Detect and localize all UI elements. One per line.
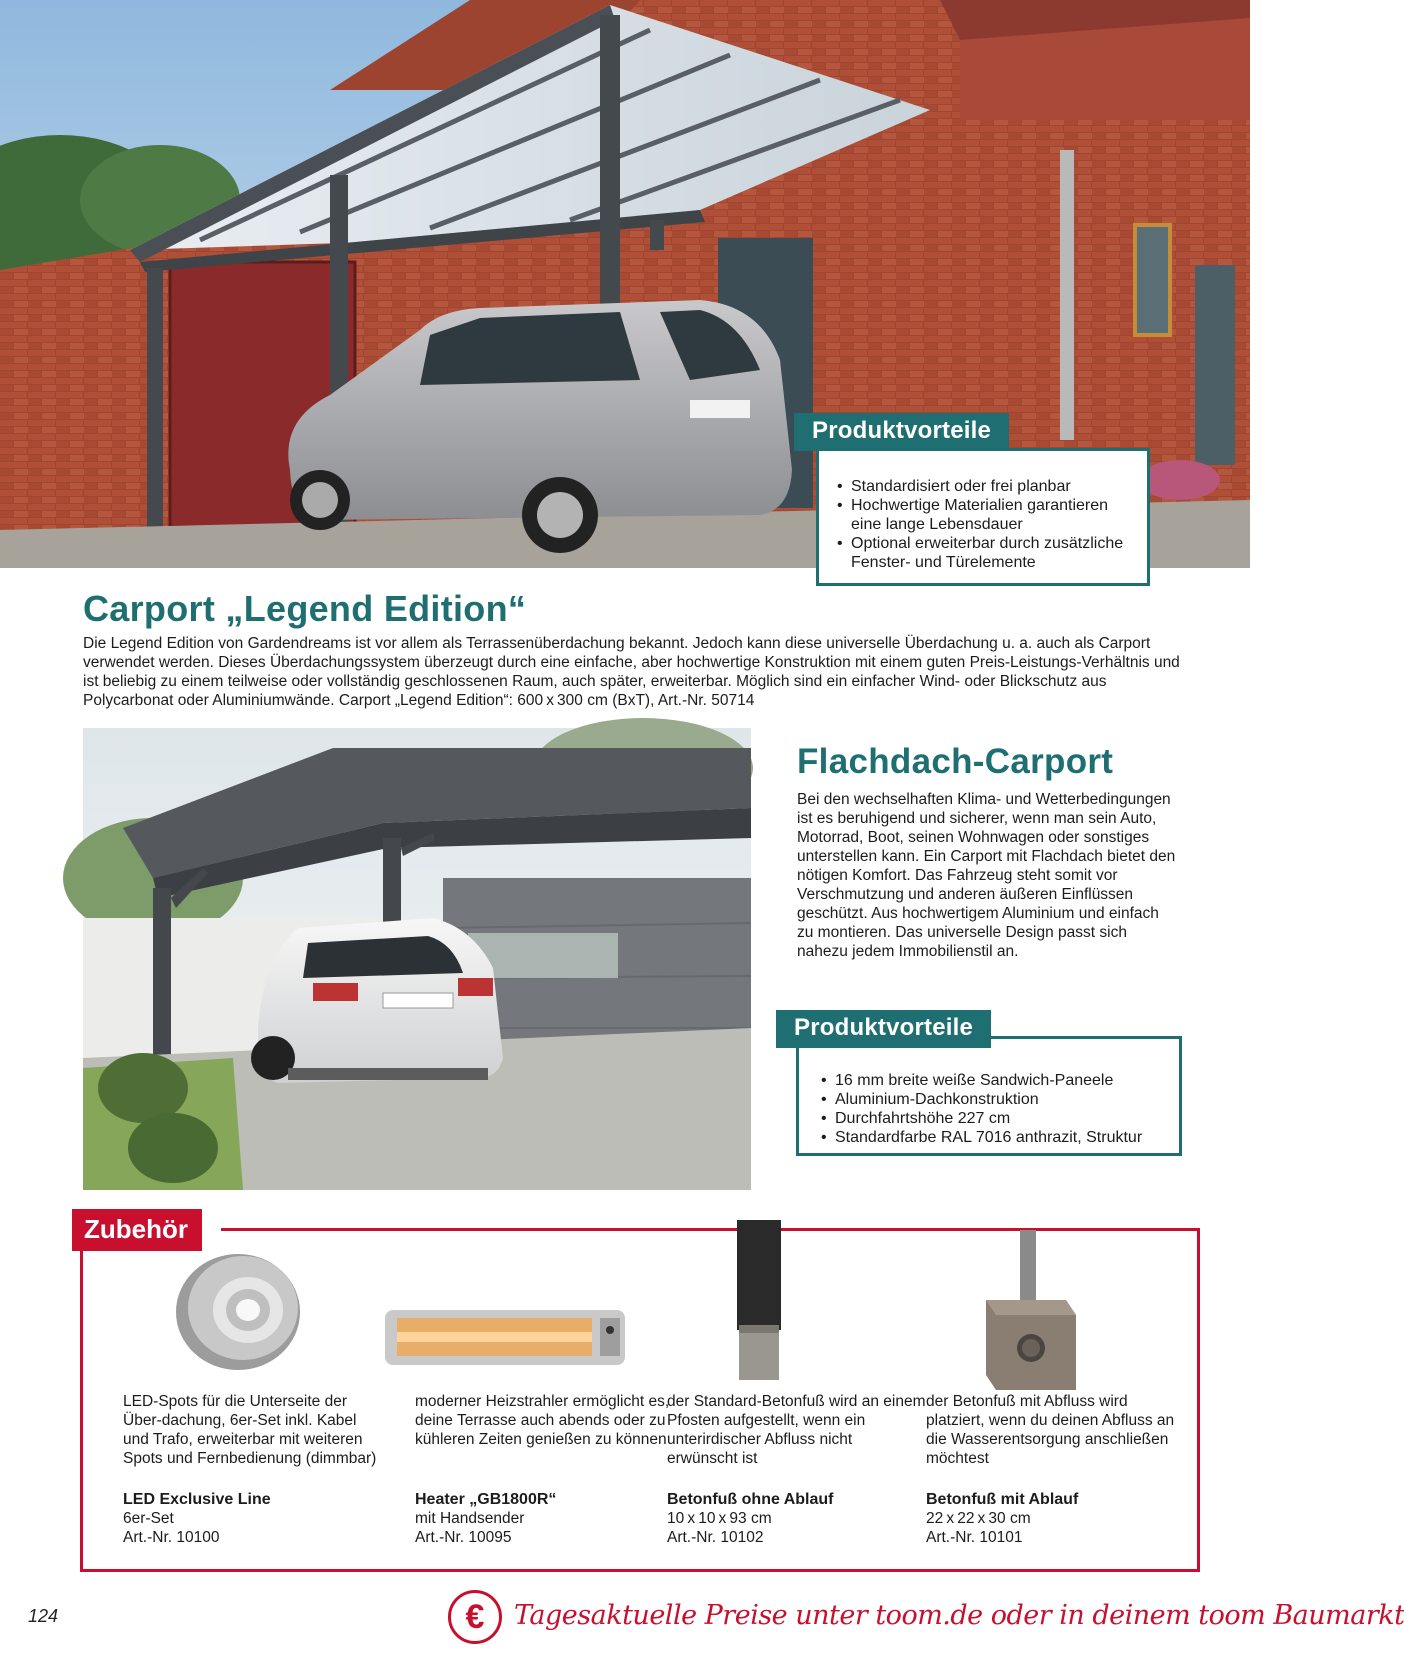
- accessory-variant: mit Handsender: [415, 1510, 525, 1527]
- flat-roof-carport-photo: [83, 728, 751, 1190]
- euro-icon: €: [448, 1590, 502, 1644]
- accessory-article-number: Art.-Nr. 10101: [926, 1529, 1023, 1546]
- accessory-led-spots: [123, 1240, 377, 1546]
- accessory-concrete-base-no-drain: [667, 1240, 926, 1546]
- led-spot-image: [123, 1240, 373, 1390]
- advantages-label-flat-roof: Produktvorteile: [776, 1010, 991, 1048]
- legend-edition-title: Carport „Legend Edition“: [83, 588, 527, 629]
- list-item: • Standardfarbe RAL 7016 anthrazit, Struktur: [821, 1128, 1169, 1147]
- list-item: • Standardisiert oder frei planbar: [837, 477, 1135, 496]
- promo-text: Tagesaktuelle Preise unter toom.de oder in deinem toom Baumarkt: [514, 1600, 1404, 1631]
- flat-roof-carport-title: Flachdach-Carport: [797, 742, 1114, 781]
- accessory-description: der Standard-Betonfuß wird an einem Pfosten aufgestellt, wenn ein unterirdischer Abfluss nicht erwünscht ist: [667, 1393, 926, 1467]
- accessory-name: Betonfuß ohne Ablauf: [667, 1491, 834, 1508]
- accessory-concrete-base-with-drain: [926, 1240, 1176, 1546]
- list-item: • Durchfahrtshöhe 227 cm: [821, 1109, 1169, 1128]
- product-advantages-box-flat-roof: [796, 1036, 1182, 1156]
- accessories-label: Zubehör: [72, 1209, 202, 1251]
- accessory-name: Betonfuß mit Ablauf: [926, 1491, 1079, 1508]
- accessory-description: der Betonfuß mit Abfluss wird platziert, wenn du deinen Abfluss an die Wasserentsorgung anschließen möchtest: [926, 1393, 1175, 1467]
- advantages-label-legend: Produktvorteile: [794, 413, 1009, 451]
- accessory-variant: 6er-Set: [123, 1510, 174, 1527]
- list-item: • Optional erweiterbar durch zusätzliche Fenster- und Türelemente: [837, 534, 1135, 572]
- list-item: • 16 mm breite weiße Sandwich-Paneele: [821, 1071, 1169, 1090]
- product-advantages-box-legend: [816, 448, 1150, 586]
- accessory-variant: 22 x 22 x 30 cm: [926, 1510, 1031, 1527]
- accessory-variant: 10 x 10 x 93 cm: [667, 1510, 772, 1527]
- accessory-article-number: Art.-Nr. 10100: [123, 1529, 220, 1546]
- page-number: 124: [28, 1606, 59, 1626]
- accessory-article-number: Art.-Nr. 10102: [667, 1529, 764, 1546]
- advantages-list-flat-roof: [821, 1071, 1169, 1147]
- flat-roof-carport-description: Bei den wechselhaften Klima- und Wetterbedingungen ist es beruhigend und sicherer, wenn man sein Auto, Motorrad, Boot, seinen Wohnwagen oder sonstiges unterstellen kann. Ein Carport mit Flachdach bietet den nötigen Komfort. Das Fahrzeug steht somit vor Verschmutzung und anderen äußeren Einflüssen geschützt. Aus hochwertigem Aluminium und einfach zu montieren. Das universelle Design passt sich nahezu jedem Immobilienstil an.: [797, 791, 1176, 960]
- price-promo-banner[interactable]: [448, 1588, 1404, 1648]
- accessory-name: LED Exclusive Line: [123, 1491, 271, 1508]
- concrete-base-drain-image: [926, 1240, 1176, 1390]
- accessory-heater: [415, 1240, 670, 1546]
- accessory-article-number: Art.-Nr. 10095: [415, 1529, 512, 1546]
- accessory-description: LED-Spots für die Unterseite der Über-dachung, 6er-Set inkl. Kabel und Trafo, erweiterbar mit weiteren Spots und Fernbedienung (dimmbar): [123, 1393, 377, 1467]
- list-item: • Aluminium-Dachkonstruktion: [821, 1090, 1169, 1109]
- heater-image: [415, 1240, 665, 1390]
- accessory-description: moderner Heizstrahler ermöglicht es, deine Terrasse auch abends oder zu kühleren Zeiten genießen zu können: [415, 1393, 670, 1448]
- concrete-base-post-image: [667, 1240, 917, 1390]
- legend-edition-description: Die Legend Edition von Gardendreams ist vor allem als Terrassenüberdachung bekannt. Jedoch kann diese universelle Überdachung u. a. auch als Carport verwendet werden. Dieses Überdachungssystem überzeugt durch eine einfache, aber hochwertige Konstruktion mit einem guten Preis-Leistungs-Verhältnis und ist beliebig zu einem teilweise oder vollständig geschlossenen Raum, auch später, erweiterbar. Möglich sind ein einfacher Wind- oder Blickschutz aus Polycarbonat oder Aluminiumwände. Carport „Legend Edition“: 600 x 300 cm (BxT), Art.-Nr. 50714: [83, 635, 1180, 709]
- advantages-list-legend: [837, 477, 1135, 572]
- accessory-name: Heater „GB1800R“: [415, 1491, 557, 1508]
- list-item: • Hochwertige Materialien garantieren eine lange Lebensdauer: [837, 496, 1135, 534]
